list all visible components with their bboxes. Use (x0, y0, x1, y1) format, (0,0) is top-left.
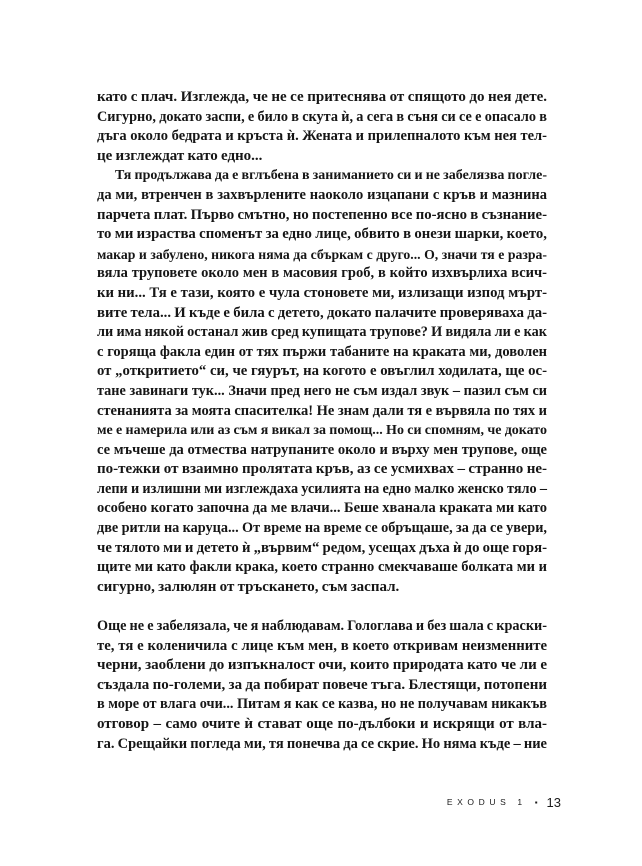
text-line: дъга около бедрата и кръста ѝ. Жената и прилепналото към нея тел- (97, 128, 547, 145)
text-line: ки ни... Тя е тази, която е чула стоновете ми, излизащи изпод мърт- (97, 284, 547, 301)
text-line: Още не е забелязала, че я наблюдавам. Гологлава и без шала с краски- (97, 618, 547, 635)
text-line: парчета плат. Първо смътно, но постепенно все по-ясно в съзнание- (97, 206, 547, 223)
text-line: тане завинаги тук... Значи пред него не съм издал звук – пазил съм си (97, 382, 547, 399)
text-line: то ми израства споменът за едно лице, обвито в онези шарки, което, (97, 226, 547, 243)
text-line: макар и забулено, никога няма да сбъркам с друго... О, значи тя е разра- (97, 246, 547, 262)
text-line: стенанията за моята спасителка! Не знам дали тя е вървяла по тях и (97, 402, 547, 419)
text-line: сигурно, залюлян от тръскането, съм заспал. (97, 578, 400, 595)
text-line: ли има някой останал жив сред купищата трупове? И видяла ли е как (97, 324, 547, 341)
text-line: се мъчеше да отмества натрупаните около и върху мен трупове, още (97, 441, 547, 458)
text-line: в море от влага очи... Питам я как се казва, но не получавам никакъв (97, 696, 547, 713)
text-line: като с плач. Изглежда, че не се притеснява от спящото до нея дете. (97, 89, 547, 105)
text-line: с горяща факла един от тях пържи табаните на краката ми, доволен (97, 343, 547, 360)
text-line: вяла труповете около мен в масовия гроб, в който изхвърлиха всич- (97, 265, 547, 282)
text-line: те, тя е коленичила с лице към мен, в което откривам неизменните (97, 637, 547, 654)
text-line: лепи и излишни ми изглеждаха усилията на едно малко женско тяло – (97, 480, 547, 497)
text-line: щите ми като факли крака, което странно смекчаваше болката ми и (97, 559, 547, 576)
text-line: да ми, втренчен в захвърлените наоколо изцапани с кръв и мазнина (97, 186, 547, 203)
text-line: вите тела... И къде е била с детето, докато палачите проверяваха да- (97, 304, 547, 321)
text-line: по-тежки от взаимно пролятата кръв, аз се усмихвах – странно не- (97, 461, 547, 478)
separator-square-icon: ▪ (534, 797, 538, 807)
text-line: че тялото ми и детето ѝ „вървим“ редом, усещах дъха ѝ до още горя- (97, 539, 548, 556)
text-line: черни, заоблени до изпъкналост очи, които природата като че ли е (97, 657, 547, 674)
page-footer (447, 794, 561, 810)
text-line: ме е намерила или аз съм я викал за помощ... Но си спомням, че докато (97, 423, 547, 439)
text-line: особено когато започна да ме влачи... Беше хванала краката ми като (97, 500, 547, 517)
paragraph (97, 617, 547, 754)
paragraph (97, 166, 547, 597)
text-line: две ритли на каруца... От време на време се обръщаше, за да се увери, (97, 520, 547, 537)
text-line: от „откритието“ си, че гяурът, на когото е овъглил ходилата, ще ос- (97, 363, 547, 380)
body-text (97, 88, 547, 754)
text-line: отговор – само очите ѝ стават още по-дълбоки и искрящи от вла- (97, 716, 547, 732)
text-line: създала по-големи, за да побират повече тъга. Блестящи, потопени (97, 676, 547, 693)
text-line: це изглеждат като едно... (97, 147, 263, 164)
text-line: Сигурно, докато заспи, е било в скута ѝ, а сега в съня си се е опасало в (97, 108, 547, 125)
page-number: 13 (546, 794, 561, 810)
running-title: EXODUS 1 (446, 797, 527, 807)
text-line: га. Срещайки погледа ми, тя понечва да се скрие. Но няма къде – ние (97, 735, 547, 752)
text-line: Тя продължава да е вглъбена в заниманието си и не забелязва погле- (115, 168, 547, 184)
paragraph (97, 88, 547, 166)
